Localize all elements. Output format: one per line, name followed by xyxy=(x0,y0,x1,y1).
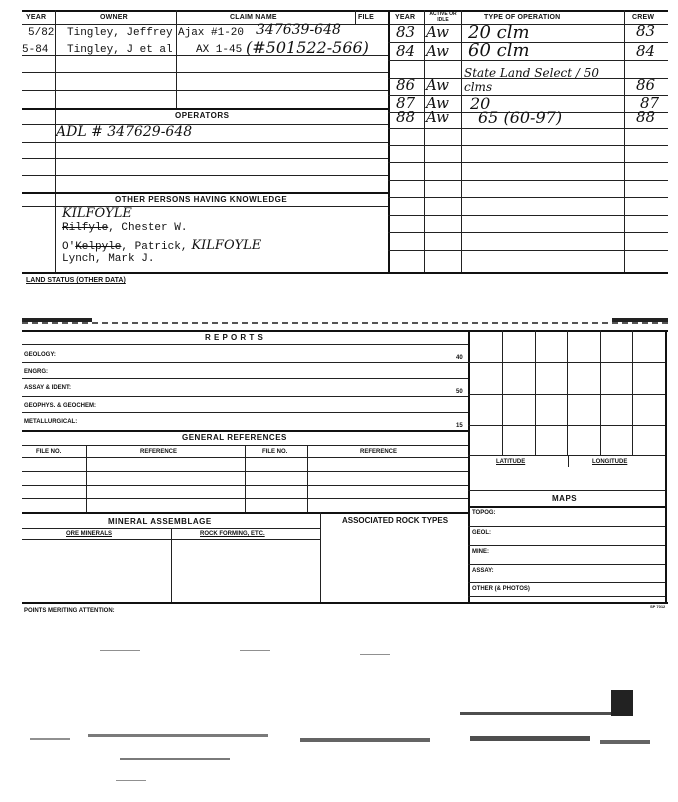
ore-minerals-label: ORE MINERALS xyxy=(66,531,113,537)
knowledge-person: Lynch, Mark J. xyxy=(62,253,155,265)
maps-mine: MINE: xyxy=(472,549,489,555)
op-status: Aw xyxy=(426,108,449,126)
maps-geol: GEOL: xyxy=(472,530,491,536)
claim-name: AX 1-45 xyxy=(196,44,243,56)
general-refs-title: GENERAL REFERENCES xyxy=(182,433,287,442)
claim-name-header: CLAIM NAME xyxy=(230,14,277,21)
claim-owner: Tingley, J et al xyxy=(67,44,173,56)
rock-forming-label: ROCK FORMING, ETC. xyxy=(200,531,265,537)
op-crew: 87 xyxy=(640,94,660,112)
knowledge-person: Rilfyle, Chester W. xyxy=(62,222,188,234)
crew-header: CREW xyxy=(632,14,655,21)
mineral-assemblage-title: MINERAL ASSEMBLAGE xyxy=(108,517,212,526)
claim-name: Ajax #1-20 xyxy=(178,27,245,39)
type-operation-header: TYPE OF OPERATION xyxy=(484,14,561,21)
operators-title: OPERATORS xyxy=(175,111,230,120)
latitude-label: LATITUDE xyxy=(496,459,526,465)
claim-annotation: 347639-648 xyxy=(256,22,341,38)
maps-assay: ASSAY: xyxy=(472,568,494,574)
report-num: 15 xyxy=(456,423,463,429)
report-engrg: ENGRG: xyxy=(24,369,48,375)
land-status-label: LAND STATUS (OTHER DATA) xyxy=(26,277,126,284)
owner-header: OWNER xyxy=(100,14,128,21)
op-year: 88 xyxy=(396,108,416,126)
col-file-no: FILE NO. xyxy=(262,449,288,455)
op-crew: 83 xyxy=(636,22,656,40)
op-crew: 88 xyxy=(636,108,656,126)
op-crew: 86 xyxy=(636,76,656,94)
knowledge-person: O'Kelpyle, Patrick, KILFOYLE xyxy=(62,238,262,253)
report-num: 50 xyxy=(456,389,463,395)
op-type: State Land Select / 50 clms xyxy=(464,66,600,94)
op-type: 20 clm xyxy=(468,22,530,43)
ops-year-header: YEAR xyxy=(395,14,416,21)
op-type: 65 (60-97) xyxy=(478,108,563,127)
op-type: 60 clm xyxy=(468,40,530,61)
associated-rock-types: ASSOCIATED ROCK TYPES xyxy=(341,516,449,525)
points-meriting-attention: POINTS MERITING ATTENTION: xyxy=(24,608,115,614)
col-file-no: FILE NO. xyxy=(36,449,62,455)
report-assay: ASSAY & IDENT: xyxy=(24,385,72,391)
reports-title: R E P O R T S xyxy=(205,333,264,342)
maps-title: MAPS xyxy=(552,494,578,503)
maps-topog: TOPOG: xyxy=(472,510,496,516)
maps-other: OTHER (& PHOTOS) xyxy=(472,586,530,592)
op-year: 86 xyxy=(396,76,416,94)
report-geology: GEOLOGY: xyxy=(24,352,56,358)
claim-year: 5-84 xyxy=(22,44,49,56)
op-crew: 84 xyxy=(636,42,656,60)
op-year: 84 xyxy=(396,42,416,60)
col-reference: REFERENCE xyxy=(140,449,178,455)
op-type: 20 xyxy=(470,94,491,113)
op-status: Aw xyxy=(426,94,449,112)
op-status: Aw xyxy=(426,23,449,41)
claim-owner: Tingley, Jeffrey xyxy=(67,27,173,39)
op-status: Aw xyxy=(426,76,449,94)
op-status: Aw xyxy=(426,42,449,60)
year-header: YEAR xyxy=(26,14,47,21)
report-geophys: GEOPHYS. & GEOCHEM: xyxy=(24,403,97,409)
knowledge-title: OTHER PERSONS HAVING KNOWLEDGE xyxy=(115,195,288,204)
form-number: SP 7012 xyxy=(650,604,666,609)
claim-annotation: (#501522-566) xyxy=(246,38,369,57)
report-metallurgical: METALLURGICAL: xyxy=(24,419,78,425)
longitude-label: LONGITUDE xyxy=(592,459,628,465)
op-year: 83 xyxy=(396,23,416,41)
op-year: 87 xyxy=(396,94,416,112)
report-num: 40 xyxy=(456,355,463,361)
col-reference: REFERENCE xyxy=(360,449,398,455)
claim-year: 5/82 xyxy=(28,27,55,39)
file-header: FILE xyxy=(358,14,374,21)
knowledge-note: KILFOYLE xyxy=(62,206,132,221)
operator-entry: ADL # 347629-648 xyxy=(56,124,193,140)
active-idle-header: ACTIVE OR IDLE xyxy=(429,11,457,23)
